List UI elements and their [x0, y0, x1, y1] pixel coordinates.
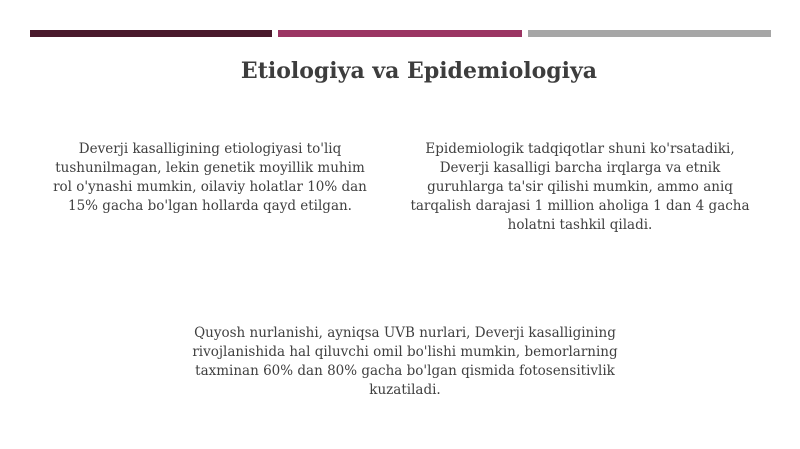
paragraph-uv-radiation: Quyosh nurlanishi, ayniqsa UVB nurlari, Deverji kasalligining rivojlanishida hal qiluvchi omil bo'lishi mumkin, bemorlarning taxminan 60% dan 80% gacha bo'lgan qismida fotosensitivlik kuzatiladi.: [192, 325, 618, 398]
accent-bar-magenta: [278, 30, 522, 37]
accent-bar-gray: [528, 30, 771, 37]
paragraph-etiology: Deverji kasalligining etiologiyasi to'liq tushunilmagan, lekin genetik moyillik muhim rol o'ynashi mumkin, oilaviy holatlar 10% dan 15% gacha bo'lgan hollarda qayd etilgan.: [53, 141, 367, 214]
paragraph-epidemiology: Epidemiologik tadqiqotlar shuni ko'rsatadiki, Deverji kasalligi barcha irqlarga va etnik guruhlarga ta'sir qilishi mumkin, ammo aniq tarqalish darajasi 1 million aholiga 1 dan 4 gacha holatni tashkil qiladi.: [410, 141, 750, 233]
slide-title: Etiologiya va Epidemiologiya: [240, 58, 598, 84]
accent-bar-dark: [30, 30, 272, 37]
